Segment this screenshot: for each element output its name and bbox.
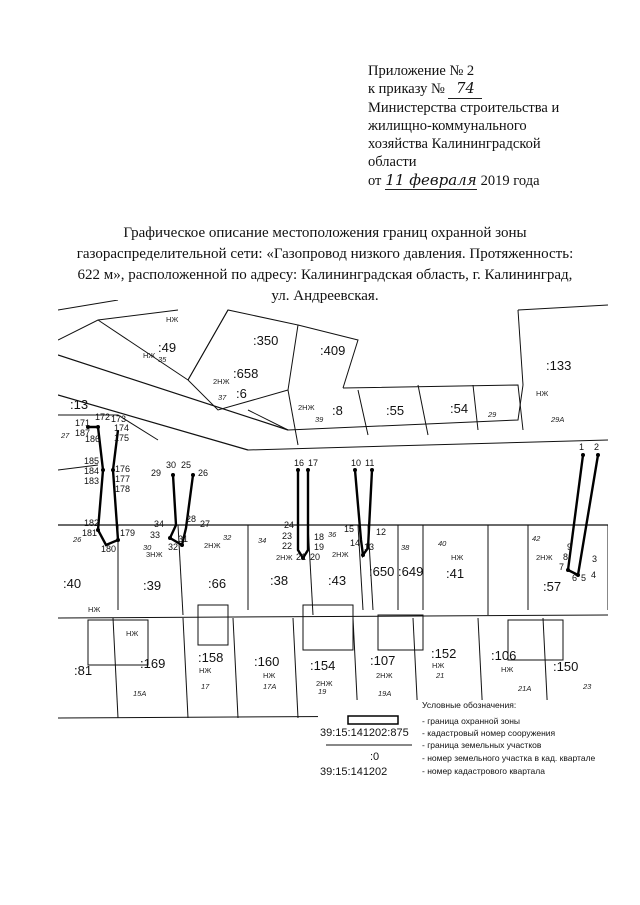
point-label: 8 — [563, 552, 569, 562]
parcel-label: :152 — [431, 646, 457, 661]
point-label: 20 — [310, 552, 321, 562]
point-label: 22 — [282, 541, 293, 551]
house-number: 36 — [328, 530, 337, 539]
parcel-label: :650 — [369, 564, 395, 579]
parcel-label: :41 — [446, 566, 465, 581]
point-label: 3 — [592, 554, 598, 564]
title-line-3: 622 м», расположенной по адресу: Калининградская область, г. Калининград, — [77, 267, 573, 283]
parcel-label: :43 — [328, 573, 347, 588]
building-label: 2НЖ — [213, 377, 230, 386]
house-number: 42 — [532, 534, 541, 543]
point-label: 185 — [84, 456, 100, 466]
ministry-line-3: хозяйства Калининградской — [368, 136, 541, 152]
parcel-label: :160 — [254, 654, 280, 669]
point-label: 15 — [344, 524, 355, 534]
house-number: 17А — [263, 682, 277, 691]
building-label: НЖ — [263, 671, 276, 680]
parcel-label: :107 — [370, 653, 396, 668]
date-handwritten: 11 февраля — [385, 171, 477, 189]
point-label: 183 — [84, 476, 100, 486]
legend-sample-quarter: 39:15:141202 — [320, 766, 388, 778]
title-line-4: ул. Андреевская. — [271, 288, 379, 304]
parcel-label: :66 — [208, 576, 227, 591]
point-label: 26 — [198, 468, 209, 478]
point-label: 12 — [376, 527, 387, 537]
point-label: 13 — [364, 542, 375, 552]
point-label: 16 — [294, 458, 305, 468]
point-label: 175 — [114, 433, 130, 443]
parcel-label: :106 — [491, 648, 517, 663]
building-label: 2НЖ — [376, 671, 393, 680]
house-number: 40 — [438, 539, 447, 548]
building-label: 2НЖ — [316, 679, 333, 688]
building-label: НЖ — [88, 605, 101, 614]
house-number: 21 — [436, 671, 445, 680]
point-label: 186 — [85, 434, 101, 444]
point-label: 23 — [282, 531, 293, 541]
house-number: 38 — [401, 543, 410, 552]
point-label: 5 — [581, 573, 587, 583]
house-number: 23 — [583, 682, 592, 691]
house-number: 21А — [518, 684, 532, 693]
house-number: 29А — [551, 415, 565, 424]
parcel-label: :49 — [158, 340, 177, 355]
point-label: 27 — [200, 519, 211, 529]
house-number: 17 — [201, 682, 210, 691]
point-label: 29 — [151, 468, 162, 478]
point-label: 14 — [350, 538, 361, 548]
point-label: 21 — [296, 552, 307, 562]
title-line-1: Графическое описание местоположения границ охранной зоны — [123, 225, 527, 241]
legend-item: - номер кадастрового квартала — [422, 766, 545, 776]
legend-sample-structure: 39:15:141202:875 — [320, 727, 409, 739]
cadastral-map — [58, 300, 608, 720]
point-label: 33 — [150, 530, 161, 540]
date-suffix: 2019 года — [480, 173, 540, 189]
point-label: 30 — [166, 460, 177, 470]
document-title — [40, 223, 610, 307]
point-label: 177 — [115, 474, 131, 484]
order-header — [368, 62, 628, 190]
point-label: 24 — [284, 520, 295, 530]
point-label: 172 — [95, 412, 111, 422]
parcel-label: :649 — [398, 564, 424, 579]
point-label: 184 — [84, 466, 100, 476]
point-label: 11 — [365, 458, 375, 468]
parcel-label: :133 — [546, 358, 572, 373]
point-label: 6 — [572, 573, 578, 583]
building-label: 3НЖ — [146, 550, 163, 559]
parcel-label: :658 — [233, 366, 259, 381]
house-number: 15А — [133, 689, 147, 698]
legend-sample-parcel: :0 — [370, 751, 380, 763]
building-type-labels — [88, 315, 553, 688]
house-number: 32 — [223, 533, 232, 542]
building-label: 2НЖ — [276, 553, 293, 562]
appendix-label: Приложение № 2 — [368, 63, 475, 79]
parcel-label: :150 — [553, 659, 579, 674]
point-label: 28 — [186, 514, 197, 524]
parcel-label: :158 — [198, 650, 224, 665]
building-label: НЖ — [536, 389, 549, 398]
house-number-labels — [60, 355, 592, 698]
point-label: 1 — [579, 442, 585, 452]
house-number: 30 — [143, 543, 152, 552]
legend-title: Условные обозначения: — [422, 700, 517, 710]
point-label: 173 — [111, 414, 127, 424]
point-label: 176 — [115, 464, 131, 474]
building-label: 2НЖ — [332, 550, 349, 559]
house-number: 35 — [158, 355, 167, 364]
parcel-label: :55 — [386, 403, 405, 418]
point-label: 31 — [178, 534, 189, 544]
ministry-line-4: области — [368, 154, 417, 170]
building-label: НЖ — [143, 351, 156, 360]
building-label: НЖ — [126, 629, 139, 638]
parcel-label: :39 — [143, 578, 162, 593]
point-label: 187 — [75, 428, 91, 438]
parcel-label: :57 — [543, 579, 562, 594]
building-label: 2НЖ — [204, 541, 221, 550]
point-label: 9 — [567, 542, 573, 552]
date-prefix: от — [368, 173, 382, 189]
building-label: 2НЖ — [298, 403, 315, 412]
house-number: 27 — [61, 431, 70, 440]
house-number: 37 — [218, 393, 227, 402]
house-number: 29 — [488, 410, 497, 419]
point-label: 19 — [314, 542, 325, 552]
house-number: 19А — [378, 689, 392, 698]
point-label: 34 — [154, 519, 165, 529]
parcel-label: :38 — [270, 573, 289, 588]
order-line — [368, 80, 628, 99]
point-label: 32 — [168, 542, 179, 552]
house-number: 26 — [73, 535, 82, 544]
house-number: 19 — [318, 687, 327, 696]
point-label: 17 — [308, 458, 319, 468]
title-line-2: газораспределительной сети: «Газопровод низкого давления. Протяженность: — [76, 246, 574, 262]
parcel-label: :13 — [70, 397, 89, 412]
building-label: НЖ — [451, 553, 464, 562]
house-number: 39 — [315, 415, 324, 424]
parcel-label: :8 — [332, 403, 343, 418]
house-number: 34 — [258, 536, 267, 545]
legend-item: - кадастровый номер сооружения — [422, 728, 556, 738]
map-legend — [318, 700, 618, 790]
parcel-label: :409 — [320, 343, 346, 358]
building-label: 2НЖ — [536, 553, 553, 562]
point-label: 4 — [591, 570, 597, 580]
order-number: 74 — [448, 80, 482, 99]
point-label: 18 — [314, 532, 325, 542]
parcel-label: :169 — [140, 656, 166, 671]
building-label: НЖ — [199, 666, 212, 675]
point-label: 182 — [84, 518, 100, 528]
legend-item: - граница земельных участков — [422, 740, 542, 750]
legend-item: - граница охранной зоны — [422, 716, 521, 726]
building-label: НЖ — [501, 665, 514, 674]
point-label: 25 — [181, 460, 192, 470]
parcel-label: :81 — [74, 663, 93, 678]
parcel-label: :40 — [63, 576, 82, 591]
point-label: 174 — [114, 423, 130, 433]
date-line — [368, 171, 628, 190]
parcel-labels — [63, 333, 578, 678]
ministry-line-1: Министерства строительства и — [368, 100, 560, 116]
point-label: 7 — [559, 562, 565, 572]
point-label: 171 — [75, 418, 91, 428]
building-label: НЖ — [432, 661, 445, 670]
ministry-line-2: жилищно-коммунального — [368, 118, 527, 134]
parcel-label: :350 — [253, 333, 279, 348]
point-label: 180 — [101, 544, 117, 554]
parcel-label: :154 — [310, 658, 336, 673]
parcel-label: :6 — [236, 386, 247, 401]
legend-item: - номер земельного участка в кад. квартале — [422, 753, 596, 763]
point-label: 10 — [351, 458, 362, 468]
building-label: НЖ — [166, 315, 179, 324]
order-prefix: к приказу № — [368, 81, 445, 97]
point-label: 178 — [115, 484, 131, 494]
point-label: 181 — [82, 528, 98, 538]
parcel-label: :54 — [450, 401, 469, 416]
point-label: 2 — [594, 442, 600, 452]
point-label: 179 — [120, 528, 136, 538]
